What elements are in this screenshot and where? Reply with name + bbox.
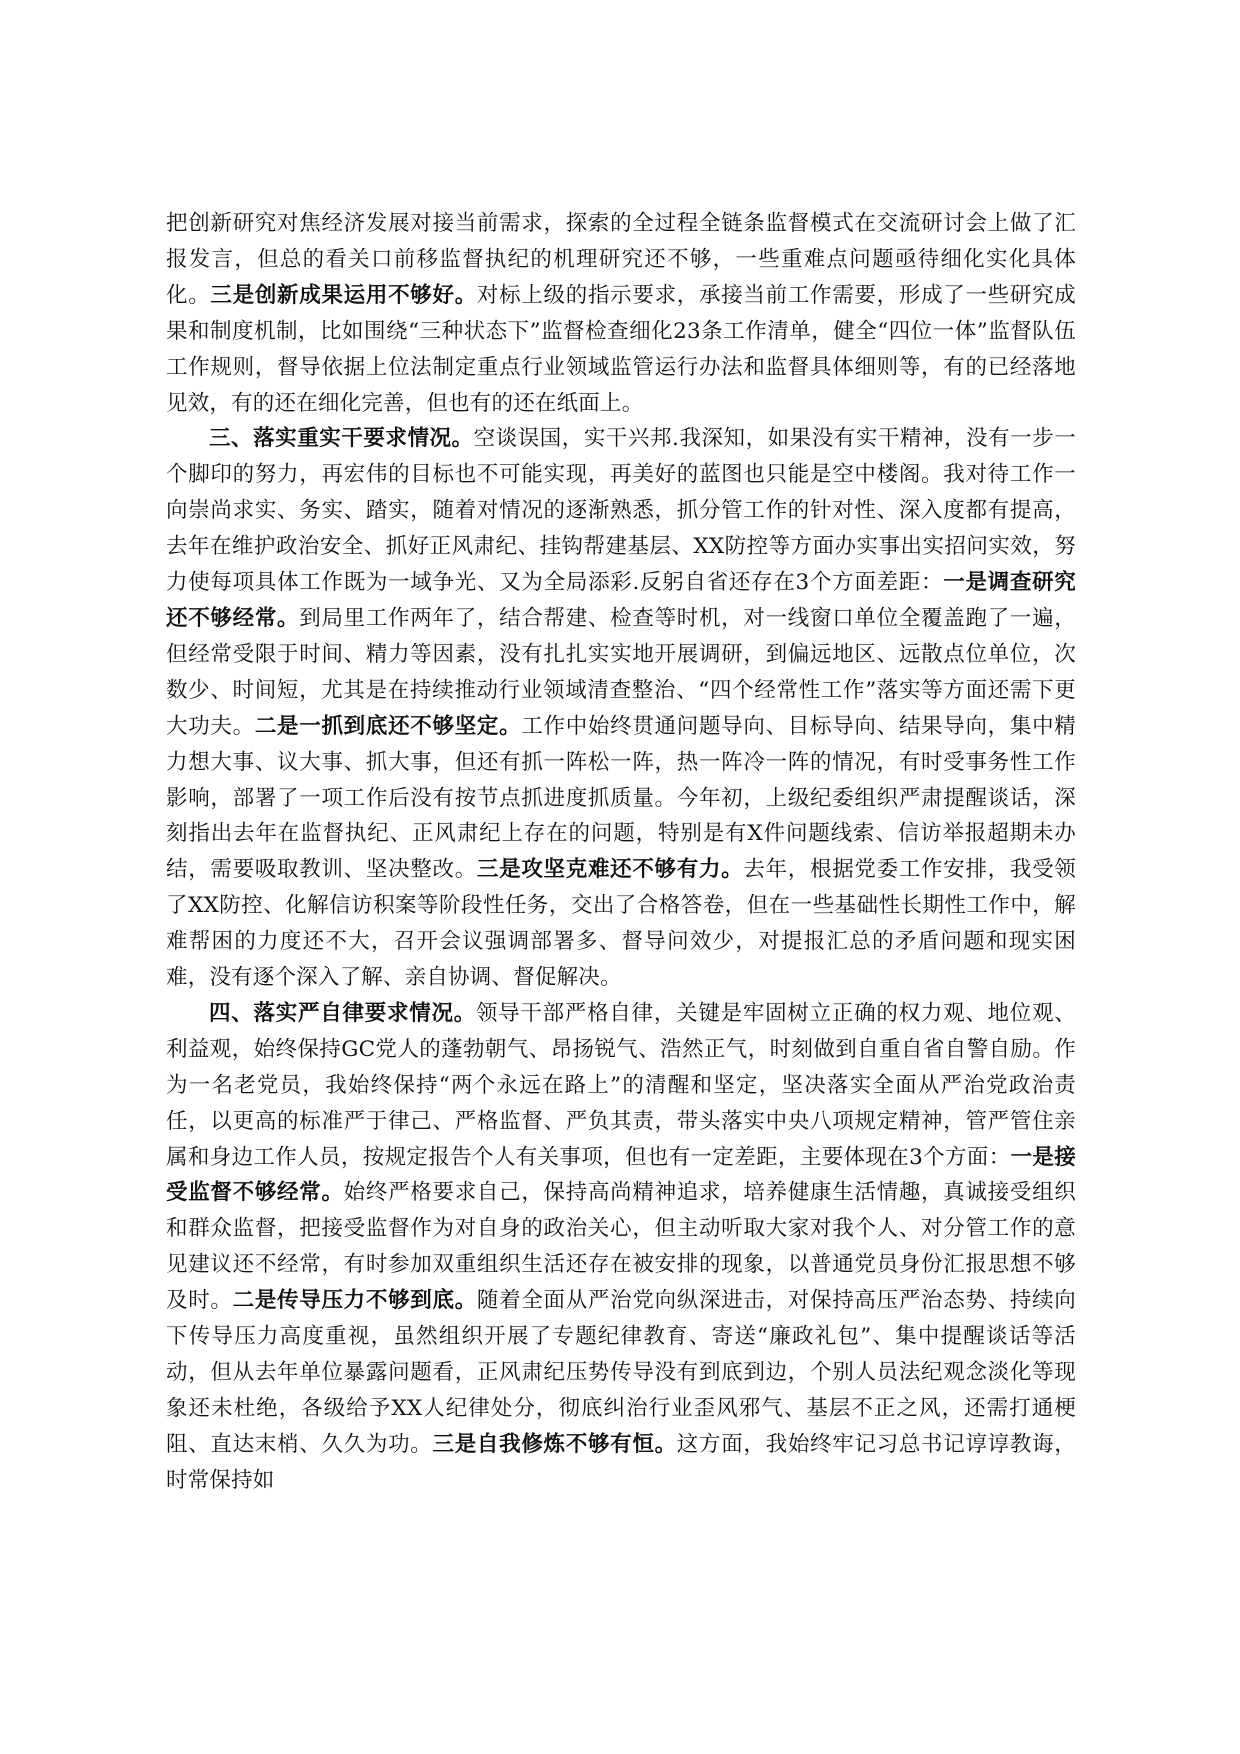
point-heading-pressure: 二是传导压力不够到底。 bbox=[232, 1288, 477, 1314]
paragraph-text: 到局里工作两年了，结合帮建、检查等时机，对一线窗口单位全覆盖跑了一遍，但经常受限于时间、精力等因素，没有扎扎实实地开展调研，到偏远地区、远散点位单位，次数少、时间短，尤其是在持续推动行业领域清查整治、“四个经常性工作”落实等方面还需下更大功夫。 bbox=[166, 605, 1076, 739]
paragraph-text: 把创新研究对焦经济发展对接当前需求，探索的全过程全链条监督模式在交流研讨会上做了汇报发言，但总的看关口前移监督执纪的机理研究还不够，一些重难点问题亟待细化实化具体化。 bbox=[166, 211, 1076, 308]
paragraph-text: 领导干部严格自律，关键是牢固树立正确的权力观、地位观、利益观，始终保持GC党人的蓬勃朝气、昂扬锐气、浩然正气，时刻做到自重自省自警自励。作为一名老党员，我始终保持“两个永远在路上”的清醒和坚定，坚决落实全面从严治党政治责任，以更高的标准严于律己、严格监督、严负其责，带头落实中央八项规定精神，管严管住亲属和身边工作人员，按规定报告个人有关事项，但也有一定差距，主要体现在3个方面： bbox=[166, 1000, 1076, 1170]
point-heading-self-cultivation: 三是自我修炼不够有恒。 bbox=[432, 1431, 677, 1457]
point-heading-research: 一是调查研究还不够经常。 bbox=[166, 570, 1077, 631]
section-three-paragraph bbox=[166, 421, 1076, 996]
section-heading-three: 三、落实重实干要求情况。 bbox=[209, 426, 474, 452]
paragraph-text: 这方面，我始终牢记习总书记谆谆教诲，时常保持如 bbox=[166, 1431, 1077, 1493]
section-four-paragraph bbox=[166, 996, 1076, 1499]
paragraph-text: 始终严格要求自己，保持高尚精神追求，培养健康生活情趣，真诚接受组织和群众监督，把接受监督作为对自身的政治关心，但主动听取大家对我个人、对分管工作的意见建议还不经常，有时参加双重组织生活还存在被安排的现象，以普通党员身份汇报思想不够及时。 bbox=[166, 1180, 1077, 1314]
paragraph-text: 工作中始终贯通问题导向、目标导向、结果导向，集中精力想大事、议大事、抓大事，但还有抓一阵松一阵，热一阵冷一阵的情况，有时受事务性工作影响，部署了一项工作后没有按节点抓进度抓质量。今年初，上级纪委组织严肃提醒谈话，深刻指出去年在监督执纪、正风肃纪上存在的问题，特别是有X件问题线索、信访举报超期未办结，需要吸取教训、坚决整改。 bbox=[166, 713, 1076, 883]
paragraph-text: 去年，根据党委工作安排，我受领了XX防控、化解信访积案等阶段性任务，交出了合格答卷，但在一些基础性长期性工作中，解难帮困的力度还不大，召开会议强调部署多、督导问效少，对提报汇总的矛盾问题和现实困难，没有逐个深入了解、亲自协调、督促解决。 bbox=[166, 857, 1076, 991]
paragraph-text: 对标上级的指示要求，承接当前工作需要，形成了一些研究成果和制度机制，比如围绕“三种状态下”监督检查细化23条工作清单，健全“四位一体”监督队伍工作规则，督导依据上位法制定重点行业领域监管运行办法和监督具体细则等，有的已经落地见效，有的还在细化完善，但也有的还在纸面上。 bbox=[166, 282, 1077, 416]
point-heading-innovation-results: 三是创新成果运用不够好。 bbox=[210, 282, 477, 308]
point-heading-supervision: 一是接受监督不够经常。 bbox=[166, 1144, 1076, 1206]
document-body bbox=[166, 206, 1076, 1499]
paragraph-text: 空谈误国，实干兴邦.我深知，如果没有实干精神，没有一步一个脚印的努力，再宏伟的目标也不可能实现，再美好的蓝图也只能是空中楼阁。我对待工作一向崇尚求实、务实、踏实，随着对情况的逐渐熟悉，抓分管工作的针对性、深入度都有提高，去年在维护政治安全、抓好正风肃纪、挂钩帮建基层、XX防控等方面办实事出实招问实效，努力使每项具体工作既为一域争光、又为全局添彩.反躬自省还存在3个方面差距： bbox=[166, 426, 1077, 596]
point-heading-tackling-difficulties: 三是攻坚克难还不够有力。 bbox=[476, 857, 744, 883]
paragraph-continuation bbox=[166, 206, 1076, 421]
section-heading-four: 四、落实严自律要求情况。 bbox=[209, 1000, 476, 1026]
paragraph-text: 随着全面从严治党向纵深进击，对保持高压严治态势、持续向下传导压力高度重视，虽然组织开展了专题纪律教育、寄送“廉政礼包”、集中提醒谈话等活动，但从去年单位暴露问题看，正风肃纪压势传导没有到底到边，个别人员法纪观念淡化等现象还未杜绝，各级给予XX人纪律处分，彻底纠治行业歪风邪气、基层不正之风，还需打通梗阻、直达末梢、久久为功。 bbox=[166, 1288, 1076, 1457]
point-heading-follow-through: 二是一抓到底还不够坚定。 bbox=[254, 713, 522, 739]
